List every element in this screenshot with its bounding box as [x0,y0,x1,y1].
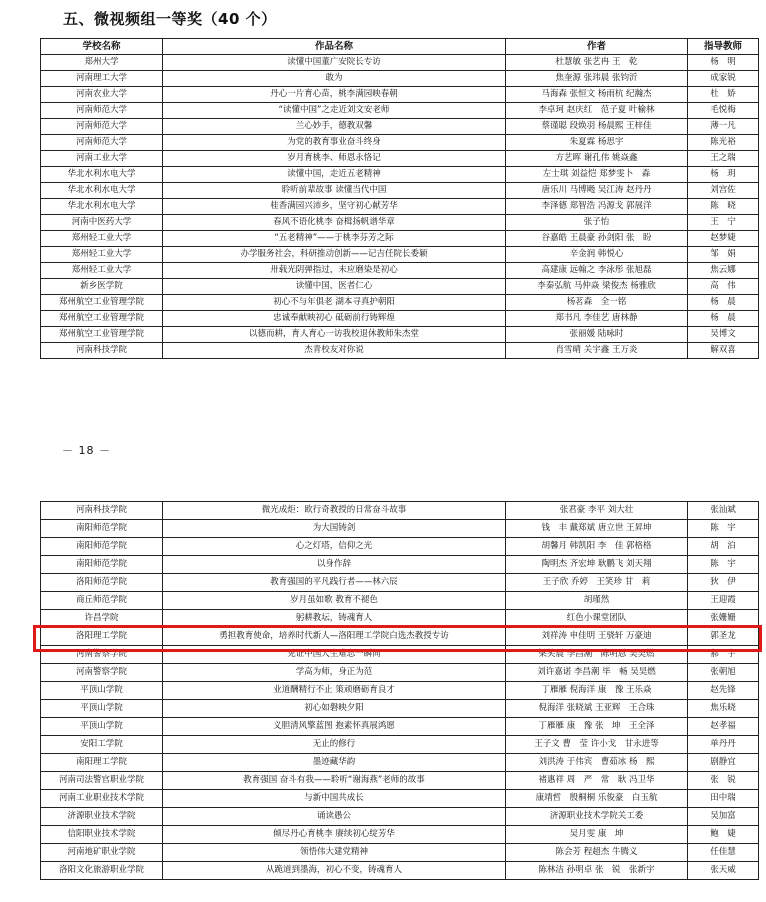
cell-school: 洛阳师范学院 [41,574,163,592]
cell-work: 为大国铸剑 [163,520,506,538]
cell-authors: 王子欣 乔婷 王笑珍 甘 莉 [506,574,688,592]
table-row [41,215,759,231]
cell-authors: 左士琪 刘益恺 郑梦雯卜 森 [506,167,688,183]
table-row [41,574,759,592]
cell-work: 无止的修行 [163,736,506,754]
cell-work: 春风不语化桃李 奋楫扬帆谱华章 [163,215,506,231]
cell-work: 领悟伟大建党精神 [163,844,506,862]
cell-school: 平顶山学院 [41,682,163,700]
table-row [41,327,759,343]
table-row [41,295,759,311]
cell-advisor: 邹 娟 [688,247,759,263]
cell-authors: 蔡谨聪 段焕羽 杨晨熙 王梓佳 [506,119,688,135]
cell-advisor: 刘宫佐 [688,183,759,199]
cell-advisor: 胡 泊 [688,538,759,556]
cell-school: 平顶山学院 [41,700,163,718]
cell-authors: 辛金润 韩悦心 [506,247,688,263]
cell-advisor: 王 宁 [688,215,759,231]
cell-authors: 济源职业技术学院关工委 [506,808,688,826]
cell-school: 南阳师范学院 [41,538,163,556]
cell-work: 诵读愚公 [163,808,506,826]
cell-authors: 丁雁雁 康 豫 张 坤 王全泽 [506,718,688,736]
table-row [41,664,759,682]
cell-work: 业道酬精行不止 策顽磨砺育良才 [163,682,506,700]
cell-authors: 张丽媛 陆咏时 [506,327,688,343]
cell-school: 河南农业大学 [41,87,163,103]
cell-advisor: 毛悦梅 [688,103,759,119]
cell-advisor: 杨 明 [688,55,759,71]
table-row [41,502,759,520]
cell-advisor: 陈 晓 [688,199,759,215]
table-row [41,343,759,359]
cell-school: 河南工业大学 [41,151,163,167]
cell-authors: 钱 丰 戴郑斌 唐立世 王昇坤 [506,520,688,538]
cell-authors: 高建康 远翰之 李泳彤 张旭磊 [506,263,688,279]
table-row [41,754,759,772]
cell-authors: 郑书凡 李佳艺 唐林静 [506,311,688,327]
table-row [41,826,759,844]
cell-work: 卅载光阴弹指过，未应磨染是初心 [163,263,506,279]
cell-school: 河南工业职业技术学院 [41,790,163,808]
cell-advisor: 王迎霞 [688,592,759,610]
cell-school: 平顶山学院 [41,718,163,736]
header-school: 学校名称 [41,39,163,55]
cell-advisor: 成家锐 [688,71,759,87]
cell-advisor: 陈 宇 [688,520,759,538]
cell-school: 洛阳文化旅游职业学院 [41,862,163,880]
cell-authors: 刘许嘉诺 李昌潮 毕 畅 吴昊燃 [506,664,688,682]
cell-authors: 红色小课堂团队 [506,610,688,628]
cell-school: 河南科技学院 [41,502,163,520]
cell-school: 华北水利水电大学 [41,199,163,215]
table-row-highlighted [41,628,759,646]
cell-work: 心之灯塔，信仰之光 [163,538,506,556]
table-row [41,808,759,826]
cell-advisor: 陈 宇 [688,556,759,574]
cell-advisor: 杜 娇 [688,87,759,103]
cell-authors: 陈林洁 孙明卓 张 锐 张新宇 [506,862,688,880]
table-row [41,556,759,574]
cell-advisor: 陈光裕 [688,135,759,151]
cell-work: 聆听前辈故事 读懂当代中国 [163,183,506,199]
cell-school: 河南师范大学 [41,135,163,151]
cell-school: 郑州航空工业管理学院 [41,311,163,327]
cell-authors: 张子怡 [506,215,688,231]
table-row [41,167,759,183]
cell-school: 南阳师范学院 [41,520,163,538]
cell-advisor: 赵梦婕 [688,231,759,247]
table-row [41,772,759,790]
cell-authors: 朱夏霖 杨思宇 [506,135,688,151]
cell-advisor: 鲍 婕 [688,826,759,844]
cell-authors: 褚惠祥 周 严 常 耿 冯卫华 [506,772,688,790]
cell-work: 为党的教育事业奋斗终身 [163,135,506,151]
cell-authors: 胡馨月 韩凯阳 李 佳 郭格格 [506,538,688,556]
cell-advisor: 解双喜 [688,343,759,359]
cell-authors: 陶明杰 齐宏坤 耿鹏飞 刘天翔 [506,556,688,574]
table-row [41,646,759,664]
cell-authors: 倪海洋 张晓斌 王亚辉 王合珠 [506,700,688,718]
cell-work: 办学服务社会，科研推动创新——记吉任院长委颖 [163,247,506,263]
page-number: － 18 － [62,444,111,457]
cell-advisor: 杨 晨 [688,311,759,327]
table-row [41,183,759,199]
cell-advisor: 王之瑞 [688,151,759,167]
cell-advisor: 田中瑞 [688,790,759,808]
cell-school: 河南警察学院 [41,664,163,682]
cell-authors: 刘洪涛 于伟宾 曹茹冰 杨 熙 [506,754,688,772]
cell-work: 微光成炬：欧行奇教授的日常奋斗故事 [163,502,506,520]
cell-advisor: 郭圣龙 [688,628,759,646]
cell-school: 郑州轻工业大学 [41,263,163,279]
table-row [41,55,759,71]
cell-authors: 张君豪 李平 刘大壮 [506,502,688,520]
cell-work: 从跪道到墨海，初心不变，铸魂育人 [163,862,506,880]
table-row [41,119,759,135]
table-row [41,520,759,538]
cell-authors: 陈会芳 程超杰 牛腾义 [506,844,688,862]
cell-work: 学高为师，身正为范 [163,664,506,682]
table-row [41,231,759,247]
cell-work: 读懂中国，走近五老精神 [163,167,506,183]
cell-authors: 李卓珂 赵庆红 范子夏 叶榆林 [506,103,688,119]
table-row [41,736,759,754]
cell-advisor: 杨 晨 [688,295,759,311]
awards-table-page-2 [40,501,759,880]
table-row [41,71,759,87]
cell-work: 倾尽丹心育桃李 赓续初心绽芳华 [163,826,506,844]
cell-authors: 杨茗森 全一铭 [506,295,688,311]
cell-work: 桂香满园兴沛乡，坚守初心献芳华 [163,199,506,215]
cell-authors: 肖雪晴 关宇鑫 王万炎 [506,343,688,359]
cell-work: 教育强国 奋斗有我——聆听“谢海燕”老师的故事 [163,772,506,790]
cell-authors: 唐乐川 马博飏 吴江涛 赵丹丹 [506,183,688,199]
cell-advisor: 焦云娜 [688,263,759,279]
cell-advisor: 狄 伊 [688,574,759,592]
cell-school: 郑州轻工业大学 [41,231,163,247]
header-advisor: 指导教师 [688,39,759,55]
table-row [41,844,759,862]
cell-school: 河南中医药大学 [41,215,163,231]
cell-school: 安阳工学院 [41,736,163,754]
cell-school: 郑州航空工业管理学院 [41,327,163,343]
cell-work: “读懂中国”之走近刘文安老师 [163,103,506,119]
table-row [41,790,759,808]
cell-work: 忠诚奉献映初心 砥砺前行铸辉煌 [163,311,506,327]
cell-advisor: 郝 宇 [688,646,759,664]
table-row [41,135,759,151]
cell-work: 杰青校友对你说 [163,343,506,359]
cell-authors: 李秦弘航 马仲焱 梁俊杰 杨雅欣 [506,279,688,295]
table-row [41,247,759,263]
cell-school: 新乡医学院 [41,279,163,295]
cell-school: 华北水利水电大学 [41,183,163,199]
cell-advisor: 赵先锋 [688,682,759,700]
cell-school: 郑州大学 [41,55,163,71]
header-authors: 作者 [506,39,688,55]
cell-authors: 杜慧敏 张艺冉 王 乾 [506,55,688,71]
cell-advisor: 吴加富 [688,808,759,826]
table-row [41,279,759,295]
cell-authors: 梁笑晨 李昌潮 陈明恩 吴昊燃 [506,646,688,664]
table-row [41,718,759,736]
table-row [41,103,759,119]
cell-work: 教育强国的平凡践行者——林六辰 [163,574,506,592]
cell-school: 河南科技学院 [41,343,163,359]
cell-school: 河南师范大学 [41,103,163,119]
cell-school: 河南地矿职业学院 [41,844,163,862]
cell-work: 丹心一片育心苗，桃李满园映春朝 [163,87,506,103]
cell-advisor: 高 伟 [688,279,759,295]
cell-authors: 胡瑾然 [506,592,688,610]
cell-advisor: 张汕斌 [688,502,759,520]
cell-authors: 丁雁雁 倪海洋 康 豫 王乐焱 [506,682,688,700]
cell-advisor: 单丹丹 [688,736,759,754]
cell-advisor: 焦乐晓 [688,700,759,718]
cell-advisor: 吴博文 [688,327,759,343]
cell-school: 商丘师范学院 [41,592,163,610]
cell-school: 华北水利水电大学 [41,167,163,183]
cell-school: 河南司法警官职业学院 [41,772,163,790]
cell-authors: 王子文 曹 莹 许小戈 甘永进等 [506,736,688,754]
cell-authors: 康靖哲 殷桐桐 乐俊豪 白玉航 [506,790,688,808]
cell-school: 郑州航空工业管理学院 [41,295,163,311]
cell-advisor: 张 锐 [688,772,759,790]
cell-work: 与新中国共成长 [163,790,506,808]
cell-work: 岁月虽如歌 教育不褪色 [163,592,506,610]
cell-work: 以身作辞 [163,556,506,574]
table-row [41,862,759,880]
cell-advisor: 张天威 [688,862,759,880]
cell-work: 勇担教育使命，培养时代新人—洛阳理工学院白选杰教授专访 [163,628,506,646]
cell-work: 敢为 [163,71,506,87]
cell-work: 兰心妙手，德教双馨 [163,119,506,135]
table-row [41,311,759,327]
table-row [41,151,759,167]
cell-school: 郑州轻工业大学 [41,247,163,263]
table-row [41,87,759,103]
section-title: 五、微视频组一等奖（40 个） [63,10,277,28]
cell-advisor: 剧静宜 [688,754,759,772]
cell-authors: 马海森 张恒文 杨雨杭 纪瀚杰 [506,87,688,103]
table-header-row [41,39,759,55]
table-row [41,592,759,610]
cell-work: “五老精神”——于桃李芬芳之际 [163,231,506,247]
cell-authors: 吴月雯 康 坤 [506,826,688,844]
cell-school: 南阳师范学院 [41,556,163,574]
cell-work: 墨迹藏华韵 [163,754,506,772]
table-row [41,682,759,700]
cell-work: 初心不与年俱老 湖本寻真护朝阳 [163,295,506,311]
cell-school: 河南理工大学 [41,71,163,87]
cell-advisor: 薄一凡 [688,119,759,135]
table-row [41,199,759,215]
awards-table-page-1 [40,38,759,359]
cell-advisor: 张朝旭 [688,664,759,682]
cell-school: 济源职业技术学院 [41,808,163,826]
cell-authors: 焦奎源 张玮晨 张钧沂 [506,71,688,87]
cell-work: 读懂中国董广安院长专访 [163,55,506,71]
cell-authors: 李泽德 郑智浩 冯源戈 郭展洋 [506,199,688,215]
cell-work: 以德而耕，育人育心一访我校退休教师朱杰堂 [163,327,506,343]
cell-school: 南阳理工学院 [41,754,163,772]
cell-advisor: 张姗姗 [688,610,759,628]
cell-advisor: 杨 玥 [688,167,759,183]
cell-work: 初心如磐映夕阳 [163,700,506,718]
cell-authors: 刘祥涛 申佳明 王骁轩 万豪迪 [506,628,688,646]
cell-school: 洛阳理工学院 [41,628,163,646]
cell-work: 义胆清风擎蓝图 抱素怀真展鸿愿 [163,718,506,736]
cell-advisor: 赵孝福 [688,718,759,736]
cell-school: 河南警察学院 [41,646,163,664]
cell-work: 见证中国人生难忘一瞬间 [163,646,506,664]
cell-school: 河南师范大学 [41,119,163,135]
cell-work: 岁月育桃李、师恩永恪记 [163,151,506,167]
cell-authors: 方艺晖 谢孔伟 姚焱鑫 [506,151,688,167]
table-row [41,263,759,279]
cell-school: 信阳职业技术学院 [41,826,163,844]
table-row [41,700,759,718]
cell-school: 许昌学院 [41,610,163,628]
cell-work: 躬耕教坛，铸魂育人 [163,610,506,628]
table-row [41,610,759,628]
cell-work: 读懂中国，医者仁心 [163,279,506,295]
cell-advisor: 任佳慧 [688,844,759,862]
table-row [41,538,759,556]
cell-authors: 谷嘉皓 王晨豪 孙剑阳 张 盼 [506,231,688,247]
header-work: 作品名称 [163,39,506,55]
